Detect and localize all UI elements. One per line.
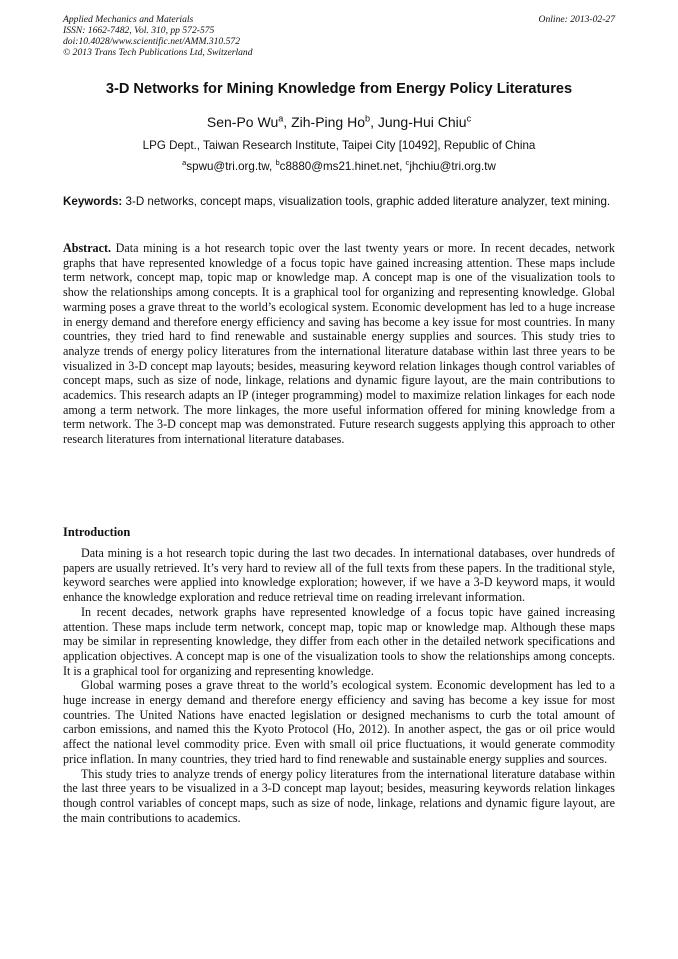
email-sup: a [182,158,187,168]
author-list [63,114,615,130]
author-separator: , [283,114,292,130]
author-name: Sen-Po Wu [206,114,279,130]
introduction-body [63,546,615,825]
online-date: Online: 2013-02-27 [538,14,615,25]
intro-paragraph: In recent decades, network graphs have represented knowledge of a focus topic have gained increasing attention. These maps include term network, concept map, topic map or knowledge map. Although these maps may be similar in representing knowledge, they differ from each other in the detailed network specifications and application objectives. A concept map is one of the visualization tools to show the relationships among concepts. It is a graphical tool for organizing and representing knowledge. [63,604,615,678]
author-sup: c [466,113,472,124]
email-sup: b [275,158,280,168]
email-separator: , [399,160,406,173]
abstract-label: Abstract. [63,241,112,255]
email-separator: , [269,160,276,173]
author-sup: a [278,113,284,124]
intro-paragraph: This study tries to analyze trends of energy policy literatures from the international literature database within the last three years to be visualized in a 3-D concept map layout; besides, measuring keywords relation linkages though control variables of concept maps, such as size of node, linkage, relations and dynamic figure layout, are the main contributions to academics. [63,766,615,825]
email-list [63,160,615,173]
intro-paragraph: Global warming poses a grave threat to the world’s ecological system. Economic development has led to a huge increase in energy demand and therefore energy efficiency and saving has become a key issue for most countries. The United Nations have enacted legislation or designed mechanisms to curb the total amount of carbon emissions, and named this the Kyoto Protocol (Ho, 2012). In another aspect, the gas or oil price would affect the national level commodity price. Even with small oil price fluctuations, it would generate commodity price inflation. In many countries, they tried hard to find renewable and sustainable energy supplies and sources. [63,678,615,766]
journal-name: Applied Mechanics and Materials [63,14,194,25]
keywords-text: 3-D networks, concept maps, visualization tools, graphic added literature analyzer, text mining. [125,195,611,208]
doi-line: doi:10.4028/www.scientific.net/AMM.310.572 [63,36,241,47]
author-separator: , [370,114,378,130]
email-link[interactable]: spwu@tri.org.tw [186,160,270,173]
affiliation: LPG Dept., Taiwan Research Institute, Taipei City [10492], Republic of China [142,139,536,152]
copyright-line: © 2013 Trans Tech Publications Ltd, Switzerland [63,47,253,58]
author-name: Jung-Hui Chiu [377,114,467,130]
email-link[interactable]: jhchiu@tri.org.tw [409,160,496,173]
paper-title: 3-D Networks for Mining Knowledge from Energy Policy Literatures [105,81,573,97]
journal-header [63,14,615,58]
keywords-block [63,195,615,210]
keywords-label: Keywords: [63,195,123,208]
email-sup: c [405,158,410,168]
email-link[interactable]: c8880@ms21.hinet.net [279,160,400,173]
author-sup: b [365,113,371,124]
abstract-block [63,241,615,447]
intro-paragraph: Data mining is a hot research topic during the last two decades. In international databases, over hundreds of papers are usually retrieved. It’s very hard to review all of the full texts from these papers. In the traditional style, keyword searches were applied into knowledge exploration; however, if we have a 3-D keyword maps, it would enhance the knowledge exploration and reduce retrieval time on reading irrelevant information. [63,546,615,605]
abstract-text: Data mining is a hot research topic over the last twenty years or more. In recent decades, network graphs that have represented knowledge of a focus topic have gained increasing attention. These maps include term network, concept map, topic map or knowledge map. A concept map is one of the visualization tools to show the relationships among concepts. It is a graphical tool for organizing and representing knowledge. Global warming poses a grave threat to the world’s ecological system. Economic development has led to a huge increase in energy demand and therefore energy efficiency and saving has become a key issue for most countries. In many countries, they tried hard to find renewable and sustainable energy supplies and sources. This study tries to analyze trends of energy policy literatures from the international literature database within last three years to be visualized in 3-D concept map layouts; besides, measuring keyword relation linkages though control variables of concept maps, such as size of node, linkage, relations and dynamic figure layout, are the main contributions to academics. This research adapts an IP (integer programming) model to maximize relation linkages for each node among a term network. The more linkages, the more useful information offered for mining knowledge from a term network. The 3-D concept map was demonstrated. Future research suggests applying this approach to other research literatures from international literature databases. [63,241,615,447]
author-name: Zih-Ping Ho [291,114,365,130]
introduction-heading: Introduction [63,525,131,539]
issn-line: ISSN: 1662-7482, Vol. 310, pp 572-575 [63,25,215,36]
